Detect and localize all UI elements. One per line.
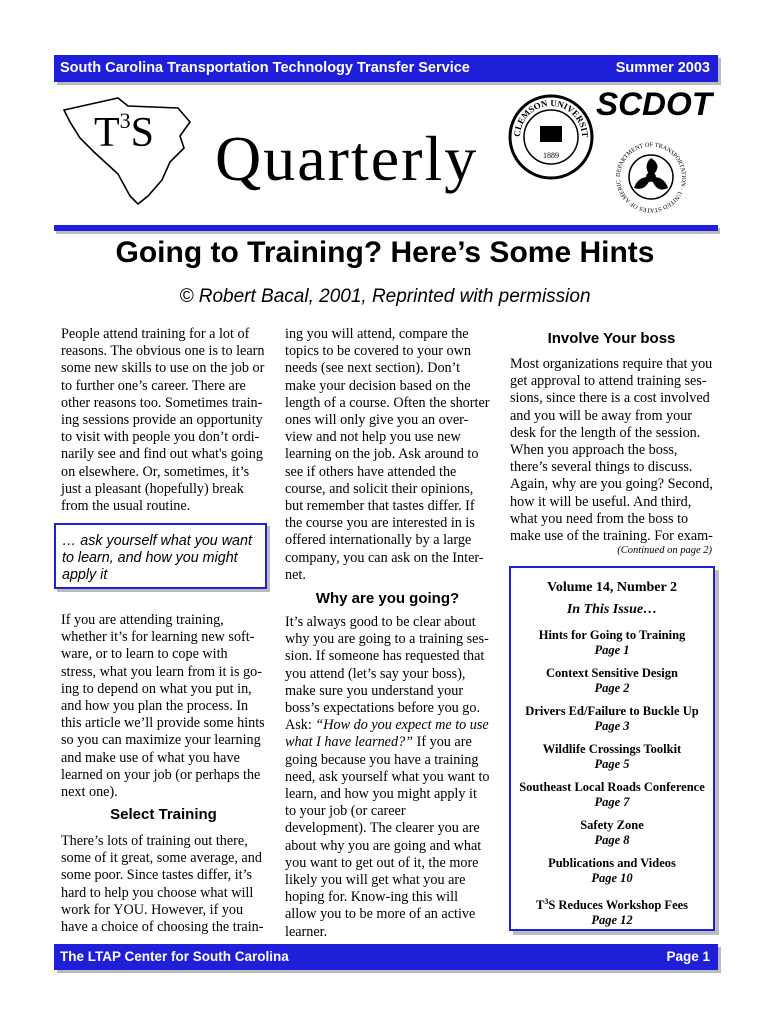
pull-quote: … ask yourself what you want to learn, and how you might apply it xyxy=(54,523,267,589)
masthead-rule xyxy=(54,225,718,231)
header-bar xyxy=(54,55,718,82)
header-service-name: South Carolina Transportation Technology Transfer Service xyxy=(60,60,470,76)
toc-item[interactable] xyxy=(511,742,713,772)
toc-item-page: Page 10 xyxy=(591,871,633,885)
footer-org: The LTAP Center for South Carolina xyxy=(60,949,289,964)
column-1-intro xyxy=(61,326,266,515)
toc-item-title: Wildlife Crossings Toolkit xyxy=(542,742,682,756)
footer-bar xyxy=(54,944,718,970)
t3s-logo xyxy=(58,92,208,210)
toc-item[interactable] xyxy=(511,704,713,734)
toc-item-title: Safety Zone xyxy=(580,818,644,832)
article-credit: © Robert Bacal, 2001, Reprinted with permission xyxy=(179,286,591,307)
toc-item[interactable] xyxy=(511,856,713,886)
paragraph: It’s always good to be clear about why you are going to a training ses-sion. If someone has requested that you attend (let’s say your boss), make sure you understand your boss’s expectations before you go. Ask: “How do you expect me to use what I have learned?” If you are going because you have a training need, ask yourself what you want to learn, and how you might apply it to your job (or career development). The clearer you are about why you are going and what you want to get out of it, the more likely you will get what you are hoping for. Know-ing this will allow you to be more of an active learner. xyxy=(285,614,490,940)
column-2-why xyxy=(285,614,490,941)
svg-text:DEPARTMENT OF TRANSPORTATION ·: DEPARTMENT OF TRANSPORTATION · UNITED STATES OF AMERIC xyxy=(614,141,688,214)
article-title: Going to Training? Here’s Some Hints xyxy=(115,236,655,269)
section-heading-select: Select Training xyxy=(110,806,217,823)
clemson-seal-icon xyxy=(508,94,594,180)
toc-item[interactable] xyxy=(511,628,713,658)
toc-item-page: Page 1 xyxy=(594,643,630,657)
toc-item-page: Page 3 xyxy=(594,719,630,733)
usdot-seal-icon xyxy=(612,136,690,218)
column-3-boss xyxy=(510,356,716,545)
footer-page-number: Page 1 xyxy=(666,949,710,964)
usdot-seal xyxy=(612,136,690,218)
toc-item[interactable] xyxy=(511,780,713,810)
toc-item-page: Page 7 xyxy=(594,795,630,809)
in-this-issue-box xyxy=(509,566,715,931)
svg-text:CLEMSON UNIVERSITY: CLEMSON UNIVERSIT xyxy=(511,97,591,138)
paragraph: People attend training for a lot of reasons. The obvious one is to learn some new skills to use on the job or to further one’s career. There are other reasons too. Sometimes train-ing sessions provide an opportunity to visit with people you don’t ordi-narily see and find out what's going on elsewhere. Or, sometimes, it’s just a pleasant (hopefully) break from the usual routine. xyxy=(61,326,265,515)
toc-item[interactable]: $T^3S$ Reduces Workshop Fees Page 12 xyxy=(511,894,713,928)
toc-item-page: Page 5 xyxy=(594,757,630,771)
section-heading-boss: Involve Your boss xyxy=(547,330,676,347)
scdot-logo xyxy=(596,86,714,120)
header-issue-date: Summer 2003 xyxy=(615,60,710,76)
toc-item[interactable] xyxy=(511,666,713,696)
toc-item-title: Drivers Ed/Failure to Buckle Up xyxy=(525,704,699,718)
t3s-logo-text: $T^3S$ xyxy=(94,108,155,156)
column-1-body xyxy=(61,612,266,801)
continued-note: (Continued on page 2) xyxy=(617,545,712,556)
clemson-seal xyxy=(508,94,594,180)
toc-item-title: Hints for Going to Training xyxy=(538,628,686,642)
quoted-question: “How do you expect me to use what I have learned?” xyxy=(285,717,489,751)
toc-item-page: Page 8 xyxy=(594,833,630,847)
svg-text:1889: 1889 xyxy=(543,151,559,160)
svg-text:SCDOT: SCDOT xyxy=(596,86,714,120)
toc-item-page: Page 2 xyxy=(594,681,630,695)
toc-item[interactable] xyxy=(511,818,713,848)
toc-item-title: Publications and Videos xyxy=(548,856,676,870)
paragraph: There’s lots of training out there, some of it great, some average, and some poor. Since tastes differ, it’s hard to help you choose what will work for YOU. However, if you have a choice of choosing the train- xyxy=(61,833,264,936)
toc-item-title: Southeast Local Roads Conference xyxy=(519,780,705,794)
column-2-top xyxy=(285,326,490,584)
paragraph: ing you will attend, compare the topics to be covered to your own needs (see next section). Don’t make your decision based on the length of a course. Often the shorter ones will only give you an over-view and not help you use new learning on the job. Ask around to see if others have attended the course, and solicit their opinions, but remember that tastes differ. If the course you are interested in is offered internationally by a large company, you can ask on the Inter-net. xyxy=(285,326,490,583)
volume-number: Volume 14, Number 2 xyxy=(547,580,677,595)
toc-item-page: Page 12 xyxy=(591,913,633,928)
in-this-issue-heading: In This Issue… xyxy=(566,602,658,617)
section-heading-why: Why are you going? xyxy=(315,590,460,607)
paragraph: If you are attending training, whether it’s for learning new soft-ware, or to learn to cope with stress, what you learn from it is go-ing to depend on what you put in, and how you plan the process. In this article we’ll provide some hints so you can maximize your learning and make use of what you have learned on your job (or perhaps the next one). xyxy=(61,612,265,801)
paragraph: Most organizations require that you get approval to attend training ses-sions, since there is a cost involved and you will be away from your desk for the length of the session. When you approach the boss, there’s several things to discuss. Again, why are you going? Second, how it will be useful. And third, what you need from the boss to make use of the training. For exam- xyxy=(510,356,713,545)
toc-item-title: Context Sensitive Design xyxy=(546,666,678,680)
column-1-select xyxy=(61,833,266,936)
masthead-title: Quarterly xyxy=(215,123,479,194)
